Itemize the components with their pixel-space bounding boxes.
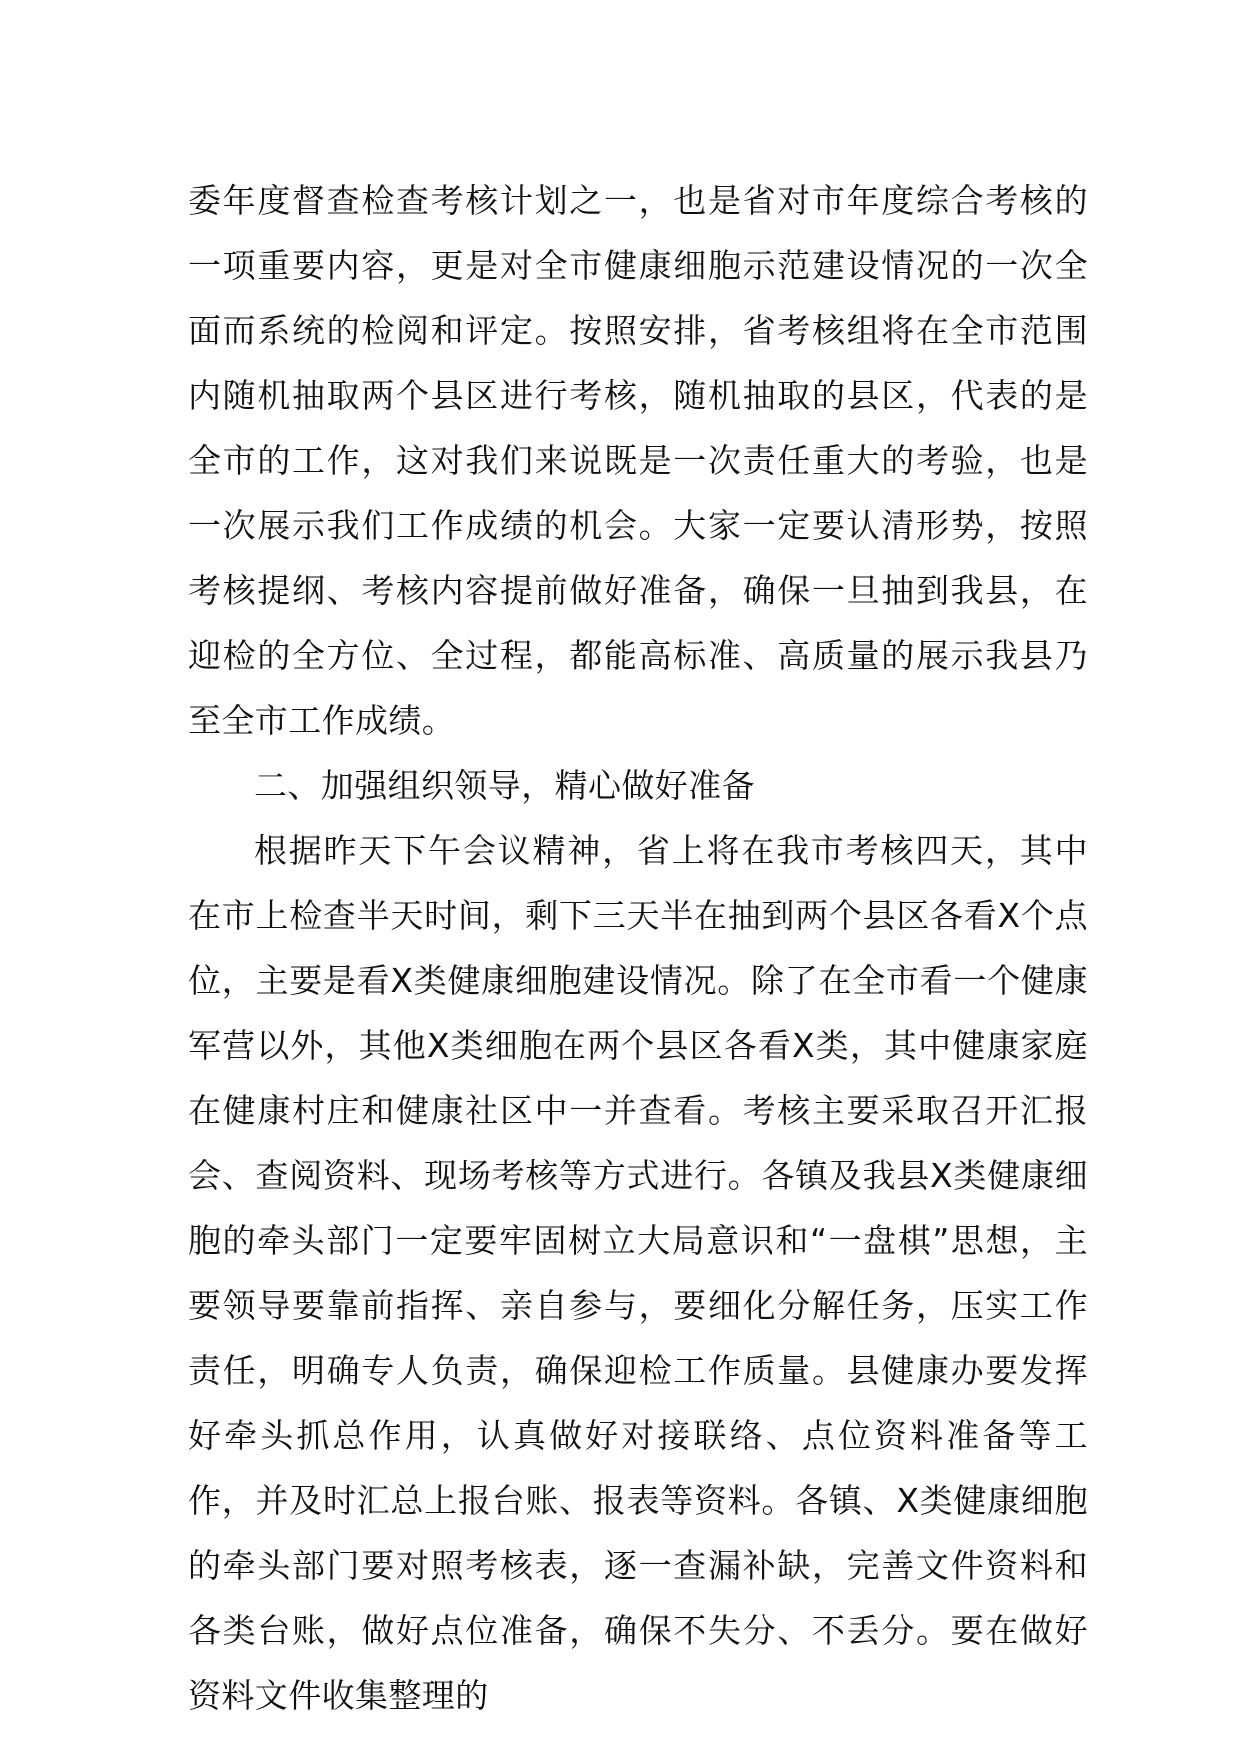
paragraph-body: 根据昨天下午会议精神，省上将在我市考核四天，其中在市上检查半天时间，剩下三天半在抽到两个县区各看X个点位，主要是看X类健康细胞建设情况。除了在全市看一个健康军营以外，其他X类细胞在两个县区各看X类，其中健康家庭在健康村庄和健康社区中一并查看。考核主要采取召开汇报会、查阅资料、现场考核等方式进行。各镇及我县X类健康细胞的牵头部门一定要牢固树立大局意识和“一盘棋”思想，主要领导要靠前指挥、亲自参与，要细化分解任务，压实工作责任，明确专人负责，确保迎检工作质量。县健康办要发挥好牵头抓总作用，认真做好对接联络、点位资料准备等工作，并及时汇总上报台账、报表等资料。各镇、X类健康细胞的牵头部门要对照考核表，逐一查漏补缺，完善文件资料和各类台账，做好点位准备，确保不失分、不丢分。要在做好资料文件收集整理的 bbox=[188, 831, 1088, 1715]
section-heading: 二、加强组织领导，精心做好准备 bbox=[254, 766, 755, 805]
paragraph-continuation: 委年度督查检查考核计划之一，也是省对市年度综合考核的一项重要内容，更是对全市健康细胞示范建设情况的一次全面而系统的检阅和评定。按照安排，省考核组将在全市范围内随机抽取两个县区进行考核，随机抽取的县区，代表的是全市的工作，这对我们来说既是一次责任重大的考验，也是一次展示我们工作成绩的机会。大家一定要认清形势，按照考核提纲、考核内容提前做好准备，确保一旦抽到我县，在迎检的全方位、全过程，都能高标准、高质量的展示我县乃至全市工作成绩。 bbox=[188, 181, 1088, 740]
document-body bbox=[188, 168, 1088, 1728]
